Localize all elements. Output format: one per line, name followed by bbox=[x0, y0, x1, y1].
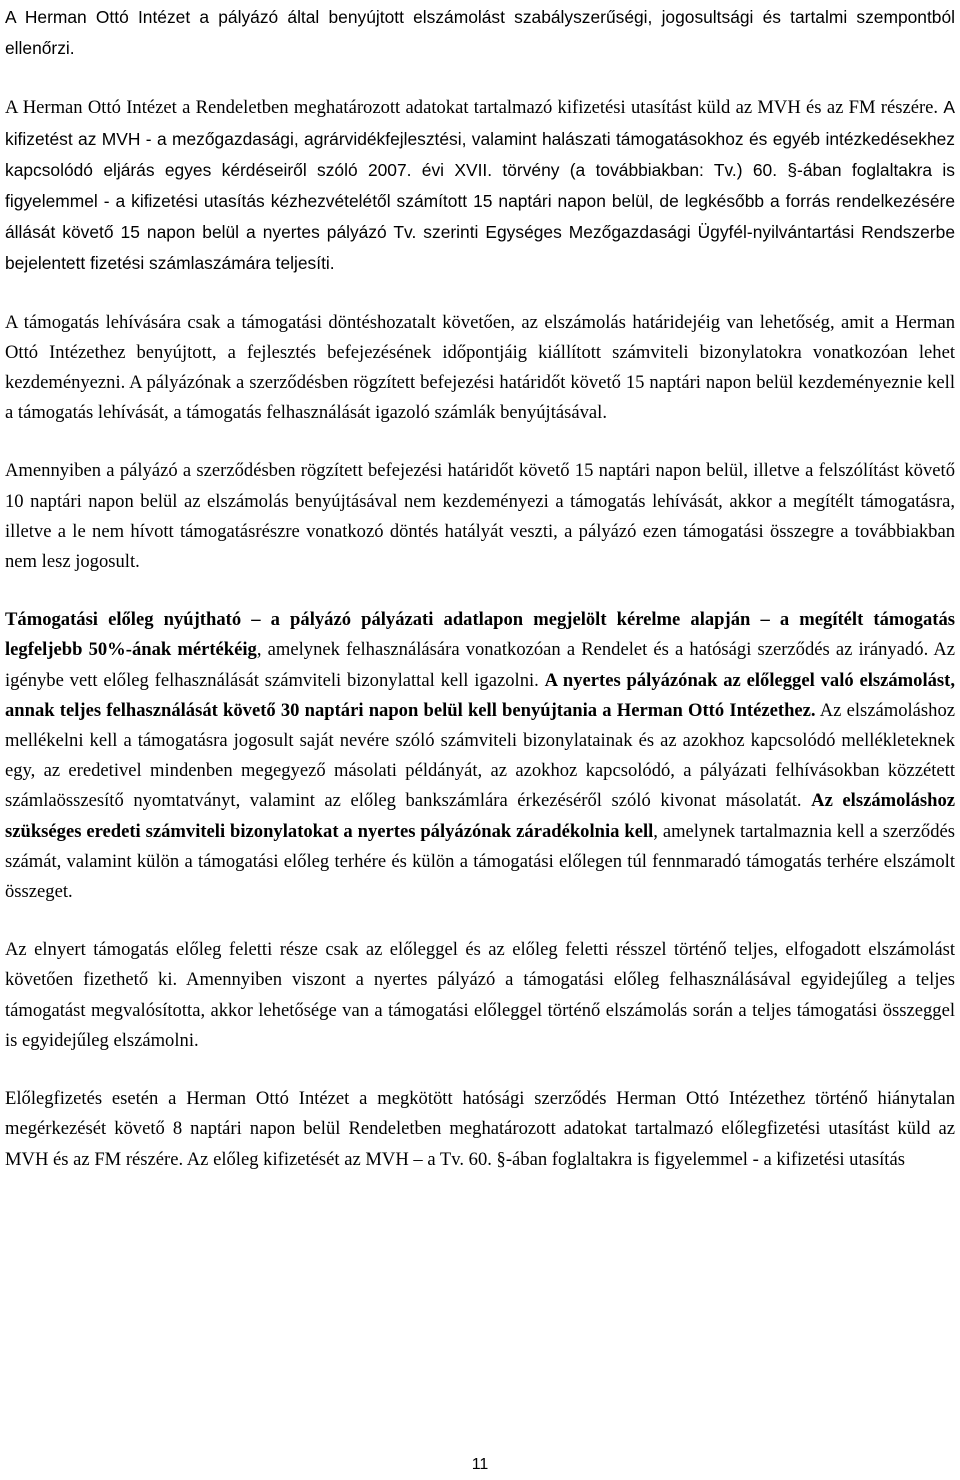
paragraph-4-run-1: Amennyiben a pályázó a szerződésben rögzített befejezési határidőt követő 15 naptári napon belül, illetve a felszólítást követő 10 naptári napon belül az elszámolás benyújtásával nem kezdeményezi a támogatás lehívását, akkor a megítélt támogatásra, illetve a le nem hívott támogatásrészre vonatkozó döntés hatályát veszti, a pályázó ezen támogatási összegre a továbbiakban nem lesz jogosult. bbox=[5, 460, 955, 573]
paragraph-7 bbox=[5, 1084, 955, 1175]
paragraph-2 bbox=[5, 92, 955, 279]
paragraph-7-run-1: Előlegfizetés esetén a Herman Ottó Intézet a megkötött hatósági szerződés Herman Ottó Intézethez történő hiánytalan megérkezését követő 8 naptári napon belül Rendeletben meghatározott adatokat tartalmazó előlegfizetési utasítást küld az MVH és az FM részére. Az előleg kifizetését az MVH – a Tv. 60. §-ában foglaltakra is figyelemmel - a kifizetési utasítás bbox=[5, 1088, 955, 1170]
paragraph-1 bbox=[5, 2, 955, 64]
page-number: 11 bbox=[471, 1456, 489, 1473]
paragraph-5-run-5: Az elszámoláshoz szükséges eredeti számviteli bizonylatokat a nyertes pályázónak záradékolnia kell bbox=[5, 790, 955, 842]
paragraph-6 bbox=[5, 935, 955, 1056]
paragraph-5-run-1: Támogatási előleg nyújtható – a pályázó pályázati adatlapon megjelölt kérelme alapján – a megítélt támogatás legfeljebb 50%-ának mértékéig bbox=[5, 609, 955, 661]
paragraph-5 bbox=[5, 605, 955, 907]
paragraph-2-run-2: A kifizetést az MVH - a mezőgazdasági, agrárvidékfejlesztési, valamint halászati támogatásokhoz és egyéb intézkedésekhez kapcsolódó eljárás egyes kérdéseiről szóló 2007. évi XVII. törvény (a továbbiakban: Tv.) 60. §-ában foglaltakra is figyelemmel - a kifizetési utasítás kézhezvételétől számított 15 naptári napon belül, de legkésőbb a forrás rendelkezésére állását követő 15 napon belül a nyertes pályázó Tv. szerinti Egységes Mezőgazdasági Ügyfél-nyilvántartási Rendszerbe bejelentett fizetési számlaszámára teljesíti. bbox=[5, 97, 955, 274]
paragraph-3 bbox=[5, 308, 955, 429]
paragraph-5-run-2: , amelynek felhasználására vonatkozóan a Rendelet és a hatósági szerződés az irányadó. Az igénybe vett előleg felhasználását számviteli bizonylattal kell igazolni. bbox=[5, 639, 955, 691]
paragraph-5-run-3: A nyertes pályázónak az előleggel való elszámolást, annak teljes felhasználását követő 30 naptári napon belül kell benyújtania a Herman Ottó Intézethez. bbox=[5, 669, 956, 721]
paragraph-2-run-1: A Herman Ottó Intézet a Rendeletben meghatározott adatokat tartalmazó kifizetési utasítást küld az MVH és az FM részére. bbox=[5, 97, 944, 119]
paragraph-5-run-6: , amelynek tartalmaznia kell a szerződés számát, valamint külön a támogatási előleg terhére és külön a támogatási előlegen túl fennmaradó támogatás terhére elszámolt összeget. bbox=[5, 820, 955, 903]
paragraph-6-run-1: Az elnyert támogatás előleg feletti része csak az előleggel és az előleg feletti résszel történő teljes, elfogadott elszámolást követően fizethető ki. Amennyiben viszont a nyertes pályázó a támogatási előleg felhasználásával egyidejűleg a teljes támogatást megvalósította, akkor lehetősége van a támogatási előleggel történő elszámolás során a teljes támogatási összeggel is egyidejűleg elszámolni. bbox=[5, 939, 955, 1051]
paragraph-1-run-1: A Herman Ottó Intézet a pályázó által benyújtott elszámolást szabályszerűségi, jogosultsági és tartalmi szempontból ellenőrzi. bbox=[5, 7, 955, 59]
paragraph-3-run-1: A támogatás lehívására csak a támogatási döntéshozatalt követően, az elszámolás határidejéig van lehetőség, amit a Herman Ottó Intézethez benyújtott, a fejlesztés befejezésének időpontjáig kiállított számviteli bizonylatokra vonatkozóan lehet kezdeményezni. A pályázónak a szerződésben rögzített befejezési határidőt követő 15 naptári napon belül kezdeményeznie kell a támogatás lehívását, a támogatás felhasználását igazoló számlák benyújtásával. bbox=[5, 311, 955, 424]
document-body bbox=[5, 2, 955, 1175]
paragraph-5-run-4: Az elszámoláshoz mellékelni kell a támogatásra jogosult saját nevére szóló számviteli bizonylatainak és az azokhoz kapcsolódó mellékleteknek egy, az eredetivel mindenben megegyező másolati példányát, az azokhoz kapcsolódó, a pályázati felhívásokban közzétett számlaösszesítő nyomtatványt, valamint az előleg bankszámlára érkezéséről szóló kivonat másolatát. bbox=[5, 699, 956, 812]
paragraph-4 bbox=[5, 456, 955, 577]
